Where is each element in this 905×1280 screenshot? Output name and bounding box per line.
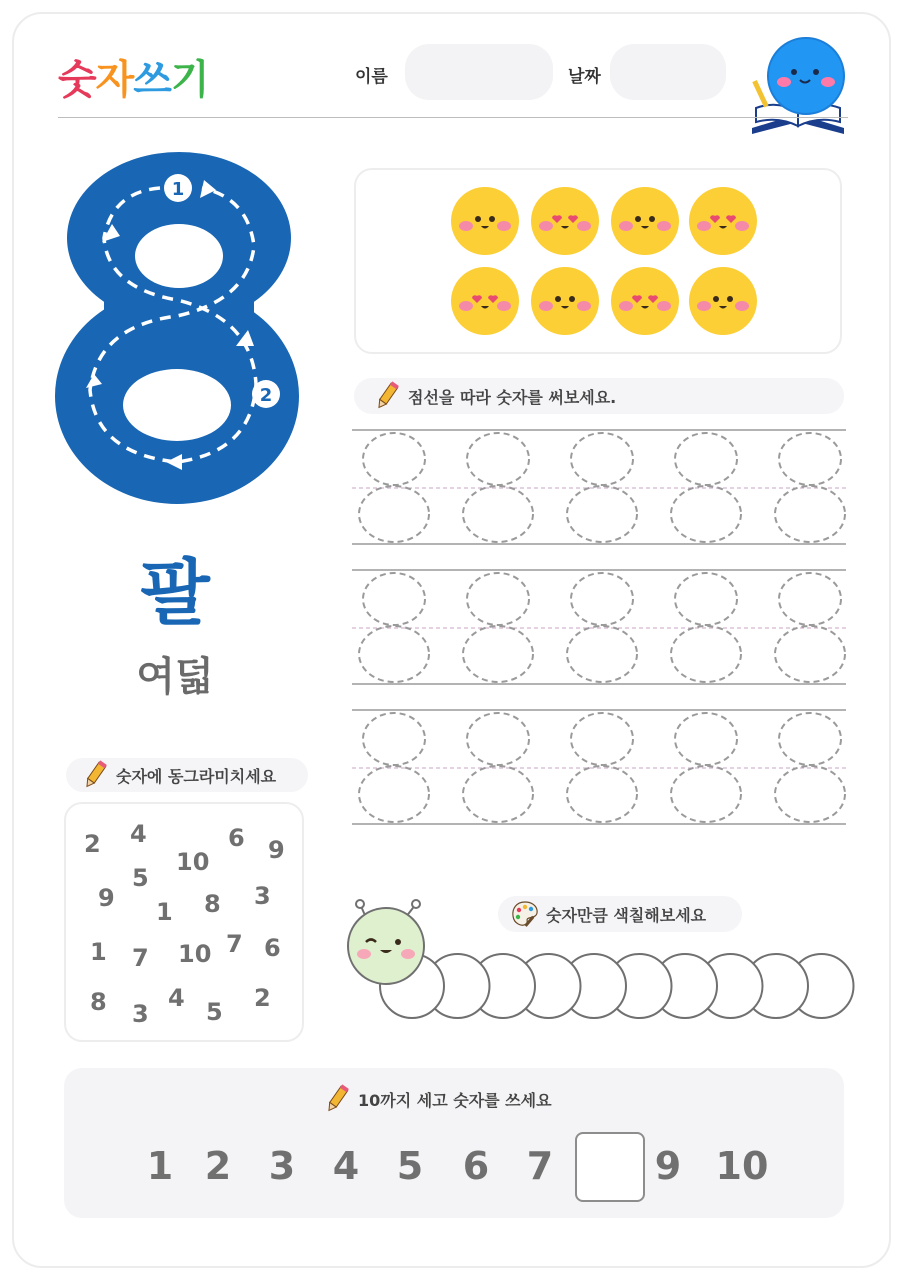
- tracing-circle-top: [675, 433, 737, 485]
- circle-task-instruction-text: 숫자에 동그라미치세요: [116, 766, 277, 786]
- cheek: [357, 949, 371, 959]
- tracing-circle-bottom: [359, 766, 429, 822]
- tracing-circle-bottom: [775, 626, 845, 682]
- caterpillar-figure[interactable]: [340, 892, 860, 1026]
- scatter-number[interactable]: 10: [176, 848, 210, 876]
- smiling-face-icon: [530, 266, 600, 336]
- scatter-number[interactable]: 1: [156, 898, 173, 926]
- heart-eyes-face-icon: [530, 186, 600, 256]
- tracing-circle-top: [363, 573, 425, 625]
- antenna-tip: [412, 900, 420, 908]
- tracing-circle-bottom: [463, 766, 533, 822]
- tracing-instruction-banner: [354, 378, 844, 414]
- tracing-circle-bottom: [463, 486, 533, 542]
- tracing-circle-top: [675, 573, 737, 625]
- scatter-number[interactable]: 1: [90, 938, 107, 966]
- tracing-circle-top: [363, 433, 425, 485]
- page-title: [58, 48, 209, 105]
- tracing-circle-top: [467, 433, 529, 485]
- mascot-reading-book-icon: [748, 36, 852, 136]
- scatter-number[interactable]: 5: [132, 864, 149, 892]
- scatter-number[interactable]: 8: [204, 890, 221, 918]
- scatter-number[interactable]: 7: [132, 944, 149, 972]
- scatter-number[interactable]: 5: [206, 998, 223, 1026]
- tracing-circle-bottom: [359, 626, 429, 682]
- tracing-circle-top: [779, 573, 841, 625]
- scatter-number[interactable]: 7: [226, 930, 243, 958]
- scatter-number[interactable]: 4: [130, 820, 147, 848]
- tracing-circle-top: [571, 433, 633, 485]
- tracing-circle-bottom: [775, 766, 845, 822]
- pencil-icon: [372, 381, 402, 411]
- scatter-number[interactable]: 6: [228, 824, 245, 852]
- pencil-icon: [322, 1084, 352, 1114]
- tracing-circle-bottom: [567, 626, 637, 682]
- heart-eyes-face-icon: [450, 266, 520, 336]
- sequence-number: 4: [332, 1144, 360, 1188]
- count-instruction-text: 10까지 세고 숫자를 쓰세요: [358, 1090, 552, 1110]
- eye: [395, 939, 401, 945]
- smiling-face-icon: [688, 266, 758, 336]
- tracing-area[interactable]: [352, 420, 846, 832]
- caterpillar-instruction-text: 숫자만큼 색칠해보세요: [546, 905, 707, 925]
- pencil-icon: [80, 760, 110, 790]
- scatter-number[interactable]: 6: [264, 934, 281, 962]
- cheek: [401, 949, 415, 959]
- tracing-circle-top: [675, 713, 737, 765]
- tracing-circle-top: [779, 713, 841, 765]
- scatter-number[interactable]: 2: [254, 984, 271, 1012]
- sequence-number: 7: [526, 1144, 554, 1188]
- scatter-number[interactable]: 9: [98, 884, 115, 912]
- circle-task-instruction-banner: [66, 758, 308, 792]
- header-divider: [58, 117, 848, 118]
- scatter-number[interactable]: 9: [268, 836, 285, 864]
- heart-eyes-face-icon: [688, 186, 758, 256]
- sequence-number: 2: [204, 1144, 232, 1188]
- scatter-number[interactable]: 3: [132, 1000, 149, 1028]
- tracing-circle-top: [571, 713, 633, 765]
- tracing-circle-top: [363, 713, 425, 765]
- stroke-number-1: 1: [171, 179, 185, 200]
- date-field[interactable]: [610, 44, 726, 100]
- tracing-circle-bottom: [775, 486, 845, 542]
- sequence-number: 10: [715, 1144, 769, 1188]
- tracing-circle-bottom: [671, 486, 741, 542]
- count-instruction-banner: [322, 1082, 582, 1116]
- sequence-number: 5: [396, 1144, 424, 1188]
- scatter-number[interactable]: 3: [254, 882, 271, 910]
- tracing-circle-top: [467, 713, 529, 765]
- title-char: 기: [170, 57, 209, 103]
- sequence-number: 1: [146, 1144, 174, 1188]
- sequence-number: 6: [462, 1144, 490, 1188]
- tracing-circle-bottom: [463, 626, 533, 682]
- title-char: 자: [95, 57, 134, 103]
- heart-eyes-face-icon: [610, 266, 680, 336]
- tracing-circle-top: [467, 573, 529, 625]
- title-char: 숫: [58, 57, 96, 103]
- scatter-number[interactable]: 4: [168, 984, 185, 1012]
- scatter-number[interactable]: 2: [84, 830, 101, 858]
- tracing-circle-bottom: [567, 486, 637, 542]
- digit-eight-tracing-figure: [52, 150, 302, 510]
- sequence-number: 3: [268, 1144, 296, 1188]
- date-label: 날짜: [568, 67, 601, 87]
- tracing-circle-top: [571, 573, 633, 625]
- title-char: 쓰: [133, 57, 171, 103]
- name-field[interactable]: [405, 44, 553, 100]
- tracing-circle-bottom: [671, 766, 741, 822]
- tracing-instruction-text: 점선을 따라 숫자를 써보세요.: [408, 387, 617, 407]
- tracing-circle-bottom: [671, 626, 741, 682]
- caterpillar-head: [348, 908, 424, 984]
- stroke-number-2: 2: [259, 385, 273, 406]
- tracing-circle-bottom: [359, 486, 429, 542]
- scatter-number[interactable]: 10: [178, 940, 212, 968]
- scatter-number[interactable]: 8: [90, 988, 107, 1016]
- antenna-tip: [356, 900, 364, 908]
- smiling-face-icon: [450, 186, 520, 256]
- name-label: 이름: [355, 67, 388, 87]
- native-korean-word: 여덟: [136, 654, 214, 700]
- sino-korean-word: 팔: [140, 551, 210, 635]
- smiling-face-icon: [610, 186, 680, 256]
- tracing-circle-bottom: [567, 766, 637, 822]
- missing-number-answer-box[interactable]: [575, 1132, 645, 1202]
- sequence-number: 9: [654, 1144, 682, 1188]
- tracing-circle-top: [779, 433, 841, 485]
